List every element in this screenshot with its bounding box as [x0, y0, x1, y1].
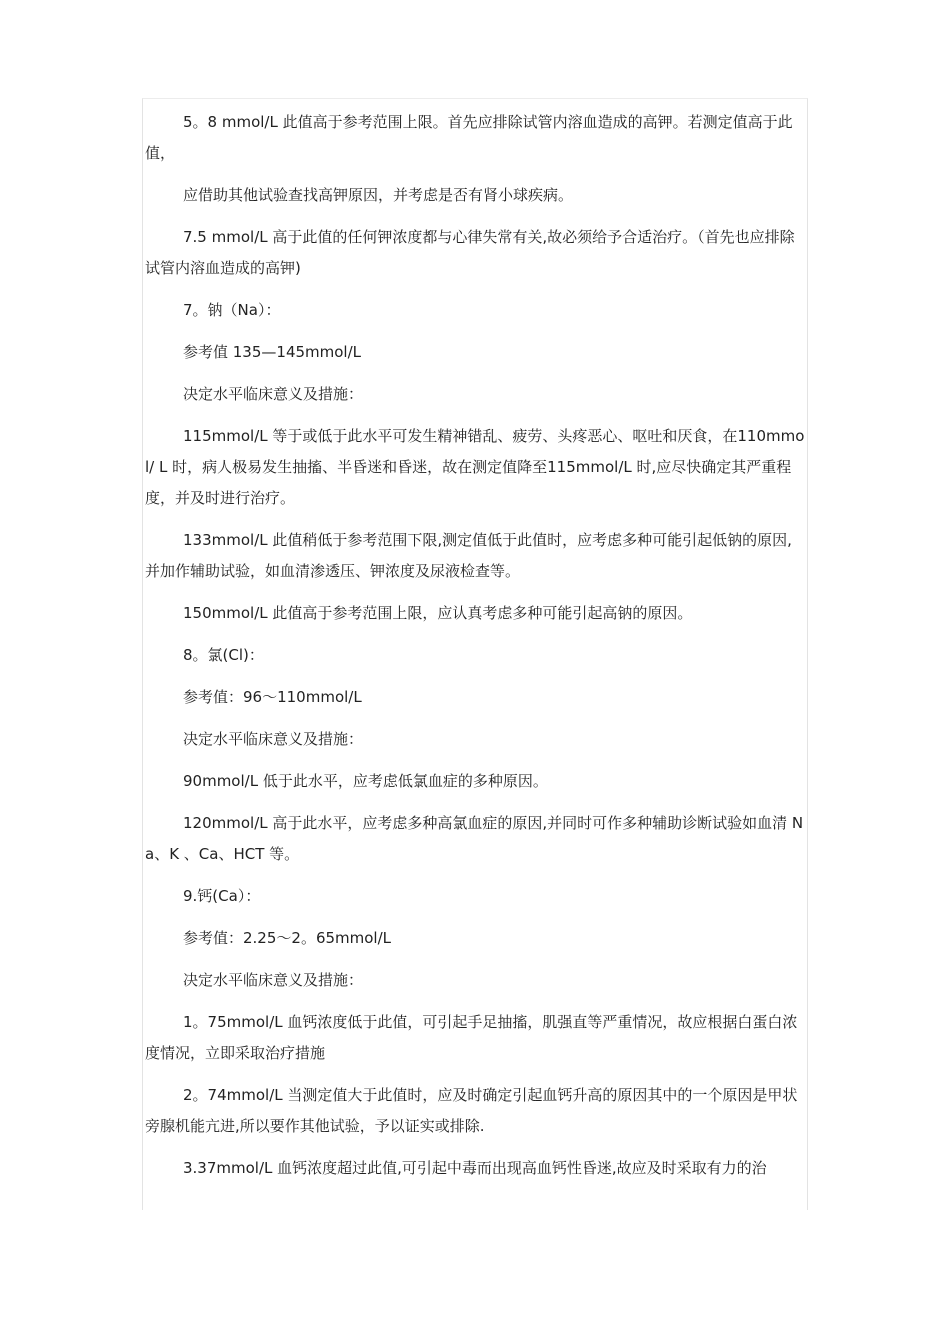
paragraph-calcium-3-37: 3.37mmol/L 血钙浓度超过此值,可引起中毒而出现高血钙性昏迷,故应及时采取有力的治 [183, 1159, 767, 1177]
paragraph-calcium-reference: 参考值：2.25～2。65mmol/L [183, 929, 392, 947]
document-content [142, 98, 808, 1210]
paragraph-chloride-120: 120mmol/L 高于此水平，应考虑多种高氯血症的原因,并同时可作多种辅助诊断试验如血清 Na、K 、Ca、HCT 等。 [145, 814, 804, 863]
paragraph-potassium-5-8: 5。8 mmol/L 此值高于参考范围上限。首先应排除试管内溶血造成的高钾。若测定值高于此值， [145, 113, 793, 162]
section-heading-calcium: 9.钙(Ca）： [183, 887, 261, 905]
paragraph-potassium-cause: 应借助其他试验查找高钾原因，并考虑是否有肾小球疾病。 [183, 186, 574, 204]
paragraph-sodium-115: 115mmol/L 等于或低于此水平可发生精神错乱、疲劳、头疼恶心、呕吐和厌食，在110mmol/ L 时，病人极易发生抽搐、半昏迷和昏迷，故在测定值降至115mmol/L 时,应尽快确定其严重程度，并及时进行治疗。 [145, 427, 805, 507]
paragraph-sodium-133: 133mmol/L 此值稍低于参考范围下限,测定值低于此值时，应考虑多种可能引起低钠的原因,并加作辅助试验，如血清渗透压、钾浓度及尿液检查等。 [145, 531, 792, 580]
paragraph-calcium-2-74: 2。74mmol/L 当测定值大于此值时，应及时确定引起血钙升高的原因其中的一个原因是甲状旁腺机能亢进,所以要作其他试验，予以证实或排除. [145, 1086, 798, 1135]
paragraph-calcium-1-75: 1。75mmol/L 血钙浓度低于此值，可引起手足抽搐，肌强直等严重情况，故应根据白蛋白浓度情况，立即采取治疗措施 [145, 1013, 798, 1062]
paragraph-chloride-decision-heading: 决定水平临床意义及措施： [183, 730, 364, 748]
paragraph-sodium-reference: 参考值 135—145mmol/L [183, 343, 362, 361]
section-heading-sodium: 7。钠（Na）： [183, 301, 281, 319]
section-heading-chloride: 8。氯(Cl)： [183, 646, 264, 664]
paragraph-chloride-reference: 参考值：96～110mmol/L [183, 688, 362, 706]
paragraph-sodium-decision-heading: 决定水平临床意义及措施： [183, 385, 364, 403]
paragraph-potassium-7-5: 7.5 mmol/L 高于此值的任何钾浓度都与心律失常有关,故必须给予合适治疗。（首先也应排除试管内溶血造成的高钾) [145, 228, 795, 277]
paragraph-sodium-150: 150mmol/L 此值高于参考范围上限，应认真考虑多种可能引起高钠的原因。 [183, 604, 693, 622]
paragraph-chloride-90: 90mmol/L 低于此水平，应考虑低氯血症的多种原因。 [183, 772, 548, 790]
paragraph-calcium-decision-heading: 决定水平临床意义及措施： [183, 971, 364, 989]
